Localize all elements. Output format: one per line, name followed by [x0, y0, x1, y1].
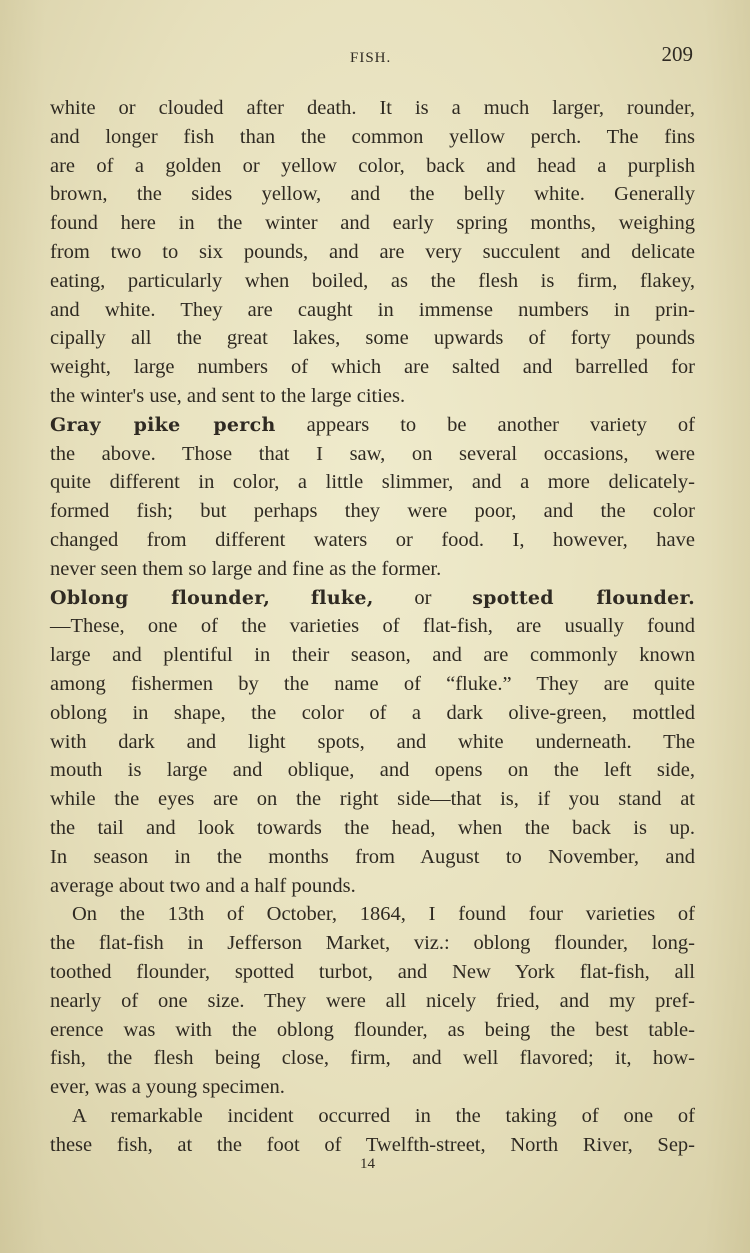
text-line: quite different in color, a little slimmer, and a more delicately- [50, 471, 695, 494]
entry-heading-gray-pike-perch: Gray pike perch [50, 413, 276, 436]
text-line: cipally all the great lakes, some upwards of forty pounds [50, 327, 695, 350]
text-line: are of a golden or yellow color, back and head a purplish [50, 154, 695, 177]
text-line: the tail and look towards the head, when the back is up. [50, 816, 695, 839]
paragraph-incident [50, 1102, 695, 1160]
text-line [50, 584, 695, 613]
paragraph-oblong-flounder [50, 584, 695, 901]
text-line: On the 13th of October, 1864, I found four varieties of [72, 903, 695, 926]
text-line: these fish, at the foot of Twelfth-street, North River, Sep- [50, 1133, 695, 1156]
text-line: and longer fish than the common yellow perch. The fins [50, 125, 695, 148]
text-line: fish, the flesh being close, firm, and well flavored; it, how- [50, 1047, 695, 1070]
text-line: the winter's use, and sent to the large cities. [50, 384, 406, 407]
text-line: eating, particularly when boiled, as the flesh is firm, flakey, [50, 269, 695, 292]
text-run: appears to be another variety of [275, 413, 696, 436]
page-number: 209 [661, 42, 693, 66]
running-head [50, 42, 695, 72]
paragraph-october [50, 900, 695, 1102]
text-line: ever, was a young specimen. [50, 1076, 285, 1099]
text-line: the above. Those that I saw, on several occasions, were [50, 442, 695, 465]
text-line: while the eyes are on the right side—that is, if you stand at [50, 788, 695, 811]
text-line: large and plentiful in their season, and are commonly known [50, 644, 695, 667]
paragraph-gray-pike-perch [50, 411, 695, 584]
text-line: formed fish; but perhaps they were poor, and the color [50, 500, 695, 523]
text-line: with dark and light spots, and white underneath. The [50, 730, 695, 753]
text-line: mouth is large and oblique, and opens on the left side, [50, 759, 695, 782]
text-line: found here in the winter and early spring months, weighing [50, 212, 695, 235]
text-line: In season in the months from August to November, and [50, 845, 695, 868]
text-line: erence was with the oblong flounder, as being the best table- [50, 1018, 695, 1041]
text-line: among fishermen by the name of “fluke.” They are quite [50, 672, 695, 695]
text-line: A remarkable incident occurred in the taking of one of [72, 1104, 695, 1127]
text-line: the flat-fish in Jefferson Market, viz.: oblong flounder, long- [50, 932, 695, 955]
text-line: —These, one of the varieties of flat-fish, are usually found [50, 615, 695, 638]
text-line: average about two and a half pounds. [50, 874, 356, 897]
text-line: changed from different waters or food. I, however, have [50, 528, 695, 551]
text-run: or [414, 586, 432, 609]
text-line: nearly of one size. They were all nicely fried, and my pref- [50, 989, 695, 1012]
entry-heading-fluke: fluke, [310, 586, 374, 609]
text-line: never seen them so large and fine as the former. [50, 557, 442, 580]
signature-mark: 14 [360, 1156, 375, 1172]
text-line: toothed flounder, spotted turbot, and New York flat-fish, all [50, 960, 695, 983]
entry-heading-oblong-flounder: Oblong flounder, [50, 586, 271, 609]
text-line: oblong in shape, the color of a dark olive-green, mottled [50, 701, 695, 724]
text-line: brown, the sides yellow, and the belly white. Generally [50, 183, 695, 206]
body-text [50, 94, 695, 1159]
text-line: white or clouded after death. It is a much larger, rounder, [50, 97, 695, 119]
text-line: and white. They are caught in immense numbers in prin- [50, 298, 695, 321]
text-line: weight, large numbers of which are salted and barrelled for [50, 356, 695, 379]
text-line [50, 411, 695, 440]
entry-heading-spotted-flounder: spotted flounder. [472, 586, 696, 609]
running-title: FISH. [350, 50, 392, 66]
paragraph-continued [50, 94, 695, 411]
text-line: from two to six pounds, and are very succulent and delicate [50, 240, 695, 263]
